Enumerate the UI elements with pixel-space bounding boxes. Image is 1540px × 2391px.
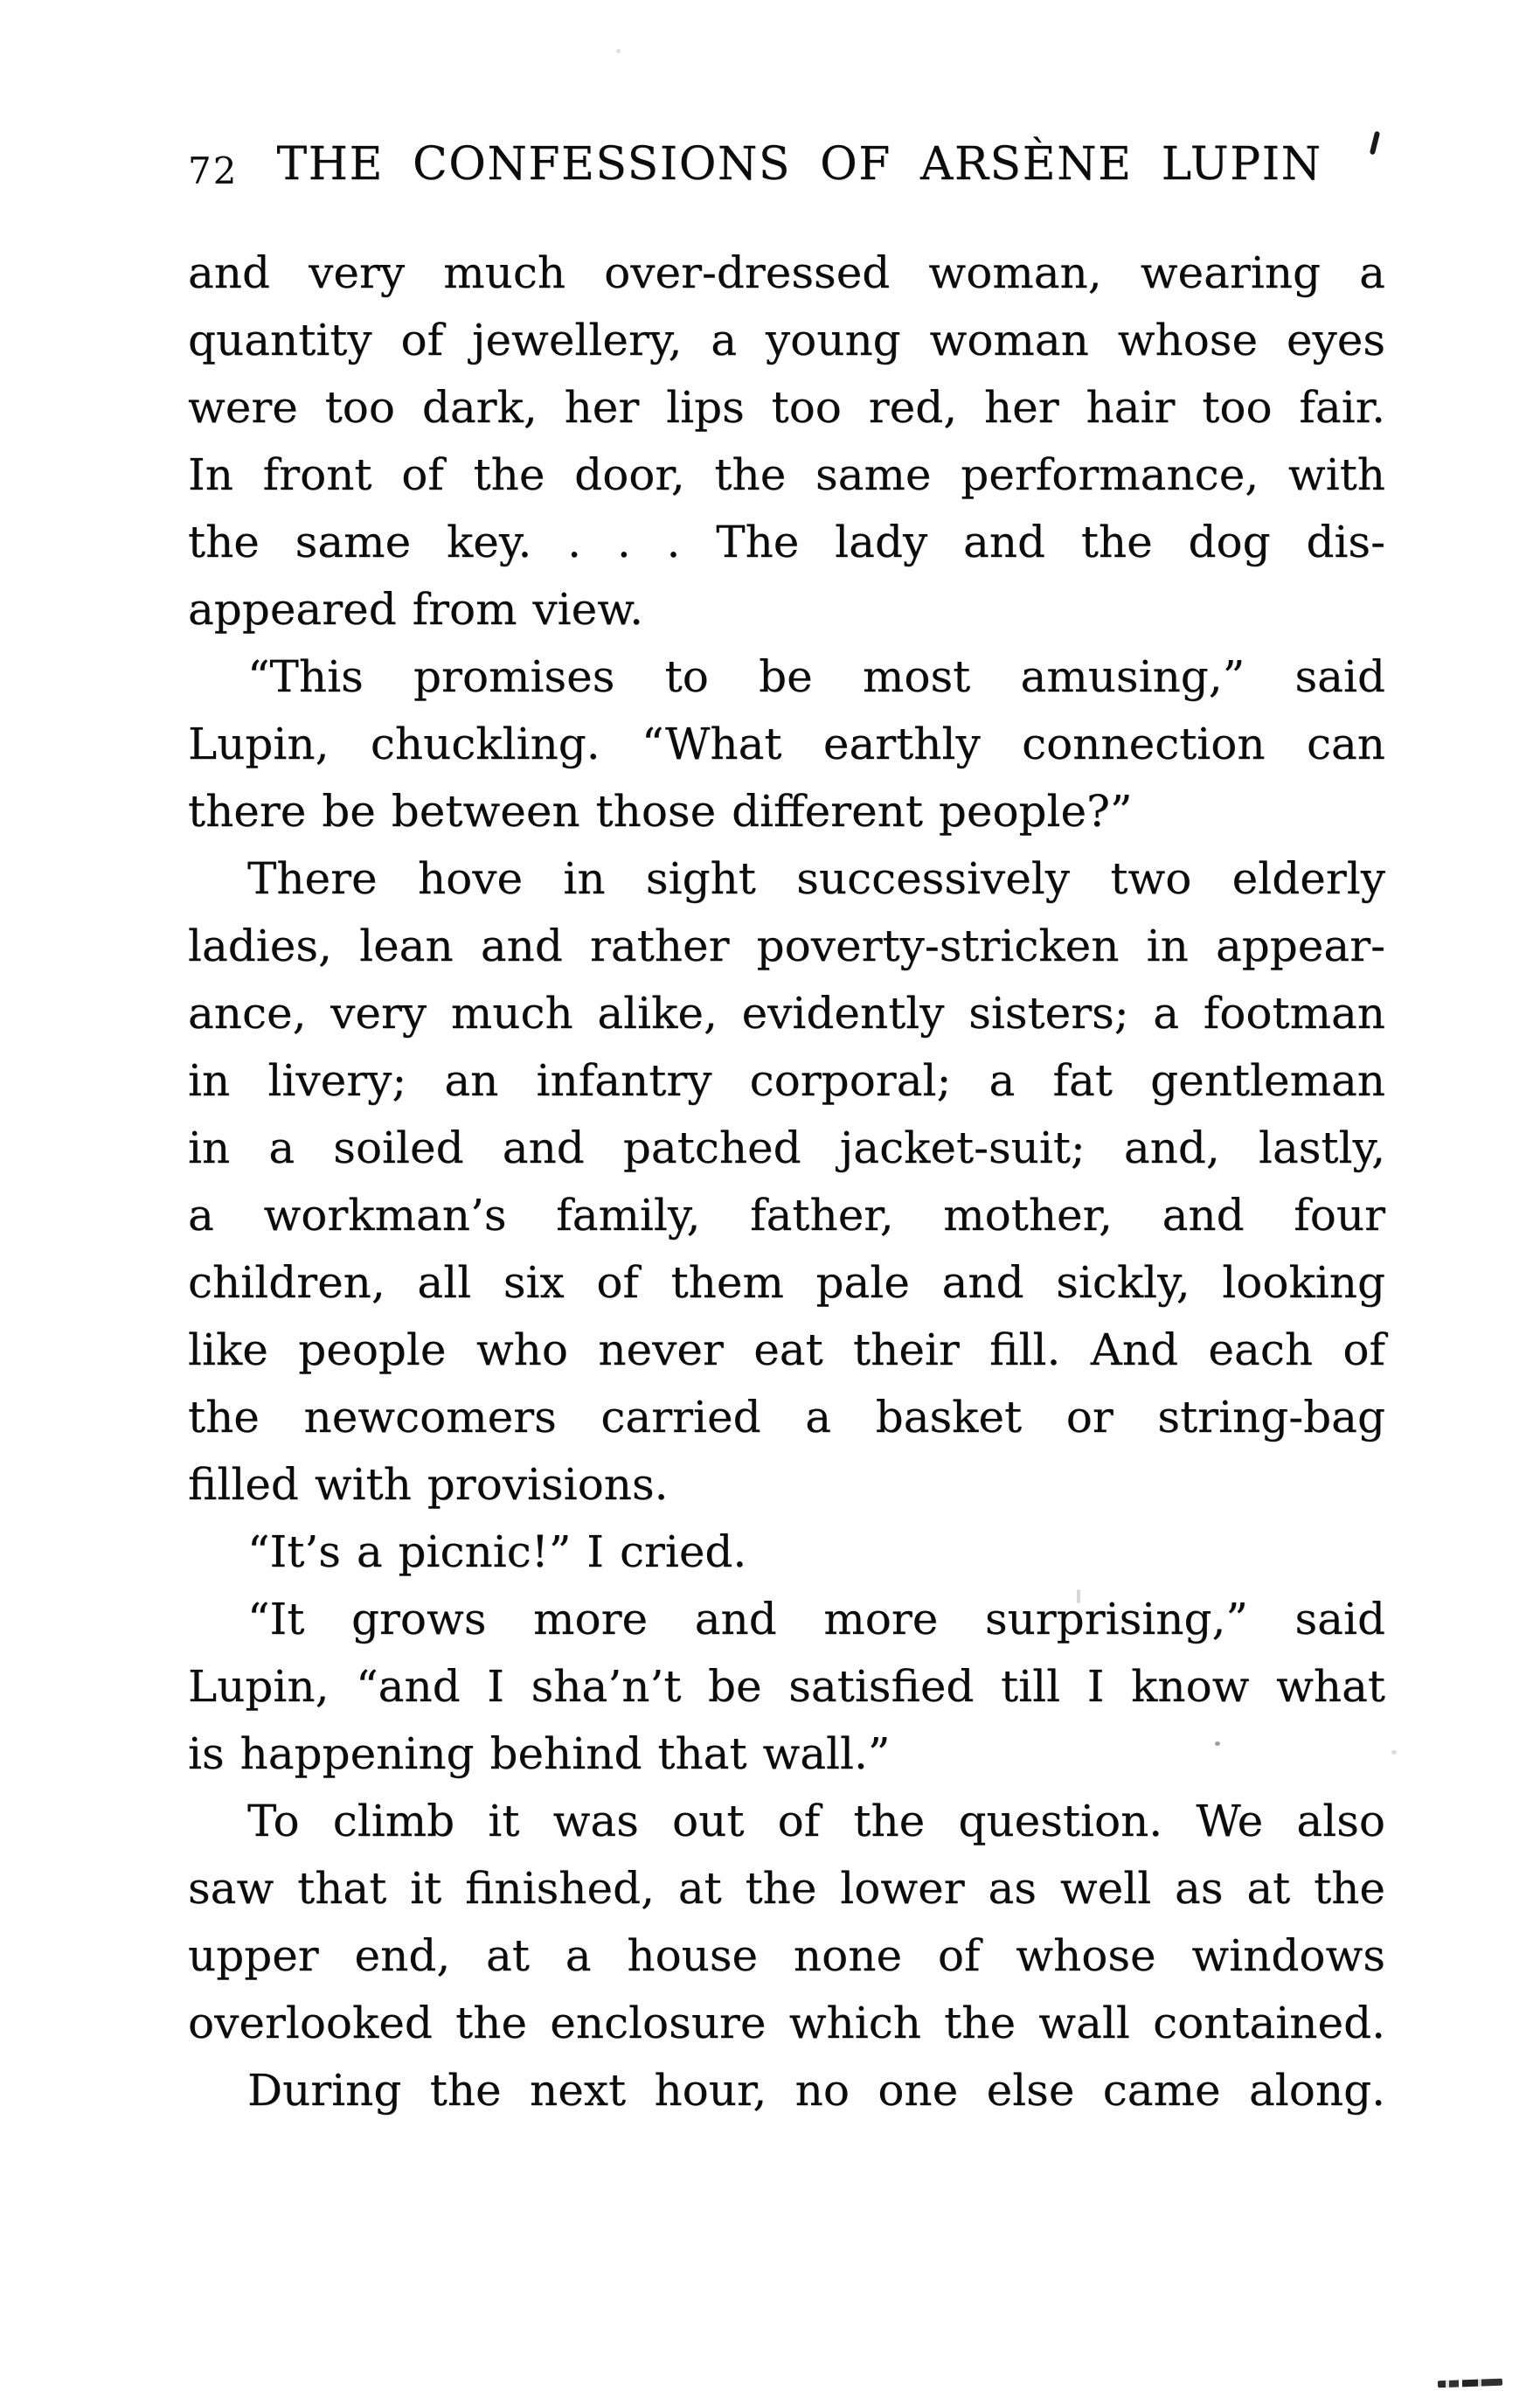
ink-smudge-mark (1438, 2379, 1502, 2388)
text-line: saw that it finished, at the lower as well as at the (188, 1863, 1385, 1914)
text-line: upper end, at a house none of whose windows (188, 1930, 1385, 1981)
page-header (188, 140, 1385, 191)
text-line: the same key. . . . The lady and the dog dis- (188, 517, 1385, 567)
text-line: were too dark, her lips too red, her hair too fair. (188, 382, 1385, 433)
text-line: To climb it was out of the question. We also (247, 1796, 1385, 1846)
text-line: ance, very much alike, evidently sisters; a footman (188, 988, 1385, 1039)
text-line: filled with provisions. (188, 1459, 669, 1510)
text-line: During the next hour, no one else came along. (247, 2065, 1385, 2116)
text-line: in livery; an infantry corporal; a fat gentleman (188, 1055, 1385, 1106)
text-line: quantity of jewellery, a young woman whose eyes (188, 315, 1385, 365)
text-line: Lupin, chuckling. “What earthly connection can (188, 719, 1385, 769)
text-line: appeared from view. (188, 584, 644, 635)
text-line: “It grows more and more surprising,” said (247, 1594, 1385, 1644)
scan-speck (1215, 1741, 1220, 1746)
page-number: 72 (188, 149, 239, 192)
text-line: there be between those different people?” (188, 786, 1133, 837)
scan-speck (616, 49, 621, 53)
body-text (188, 240, 1385, 2124)
text-line: ladies, lean and rather poverty-stricken in appear- (188, 921, 1385, 971)
text-line: In front of the door, the same performance, with (188, 449, 1385, 500)
text-line: overlooked the enclosure which the wall contained. (188, 1998, 1385, 2048)
text-line: “This promises to be most amusing,” said (247, 651, 1385, 702)
text-line: is happening behind that wall.” (188, 1728, 891, 1779)
scan-speck (1077, 1589, 1080, 1603)
text-line: a workman’s family, father, mother, and four (188, 1190, 1385, 1241)
scan-speck (1077, 1617, 1080, 1628)
text-line: Lupin, “and I sha’n’t be satisfied till I know what (188, 1661, 1385, 1712)
text-line: like people who never eat their fill. And each of (188, 1324, 1385, 1375)
running-title: THE CONFESSIONS OF ARSÈNE LUPIN (276, 138, 1322, 191)
text-line: children, all six of them pale and sickly, looking (188, 1257, 1385, 1308)
text-line: the newcomers carried a basket or string-bag (188, 1392, 1385, 1442)
text-line: and very much over-dressed woman, wearing a (188, 247, 1385, 298)
text-line: “It’s a picnic!” I cried. (247, 1526, 747, 1577)
scan-speck (1391, 1750, 1397, 1755)
text-line: in a soiled and patched jacket-suit; and, lastly, (188, 1123, 1385, 1173)
text-line: There hove in sight successively two elderly (247, 853, 1385, 904)
